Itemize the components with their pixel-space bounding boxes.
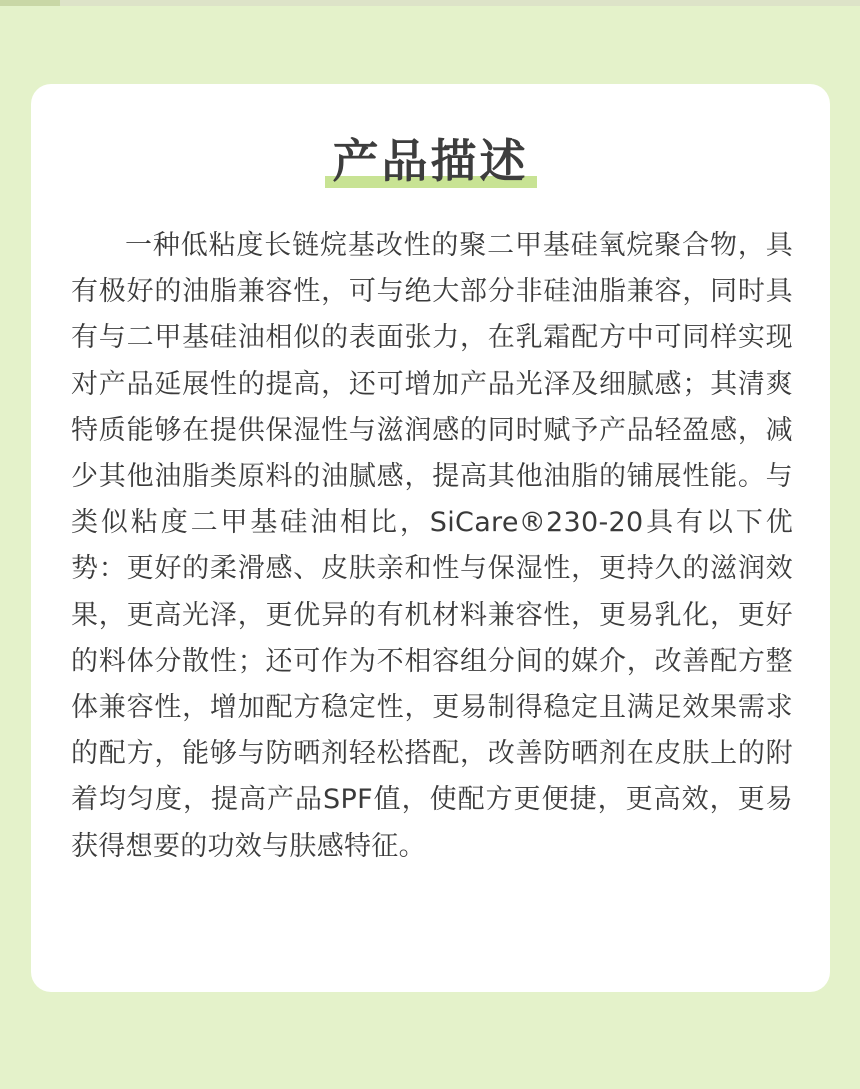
section-title [329,132,533,190]
description-card [31,84,830,992]
top-strip [0,0,860,6]
top-strip-accent [0,0,60,6]
title-wrap [31,132,830,190]
section-title-text: 产品描述 [332,134,529,188]
description-paragraph: 一种低粘度长链烷基改性的聚二甲基硅氧烷聚合物，具有极好的油脂兼容性，可与绝大部分非硅油脂兼容，同时具有与二甲基硅油相似的表面张力，在乳霜配方中可同样实现对产品延展性的提高，还可增加产品光泽及细腻感；其清爽特质能够在提供保湿性与滋润感的同时赋予产品轻盈感，减少其他油脂类原料的油腻感，提高其他油脂的铺展性能。与类似粘度二甲基硅油相比，SiCare®230-20具有以下优势：更好的柔滑感、皮肤亲和性与保湿性，更持久的滋润效果，更高光泽，更优异的有机材料兼容性，更易乳化，更好的料体分散性；还可作为不相容组分间的媒介，改善配方整体兼容性，增加配方稳定性，更易制得稳定且满足效果需求的配方，能够与防晒剂轻松搭配，改善防晒剂在皮肤上的附着均匀度，提高产品SPF值，使配方更便捷，更高效，更易获得想要的功效与肤感特征。 [71,230,793,862]
